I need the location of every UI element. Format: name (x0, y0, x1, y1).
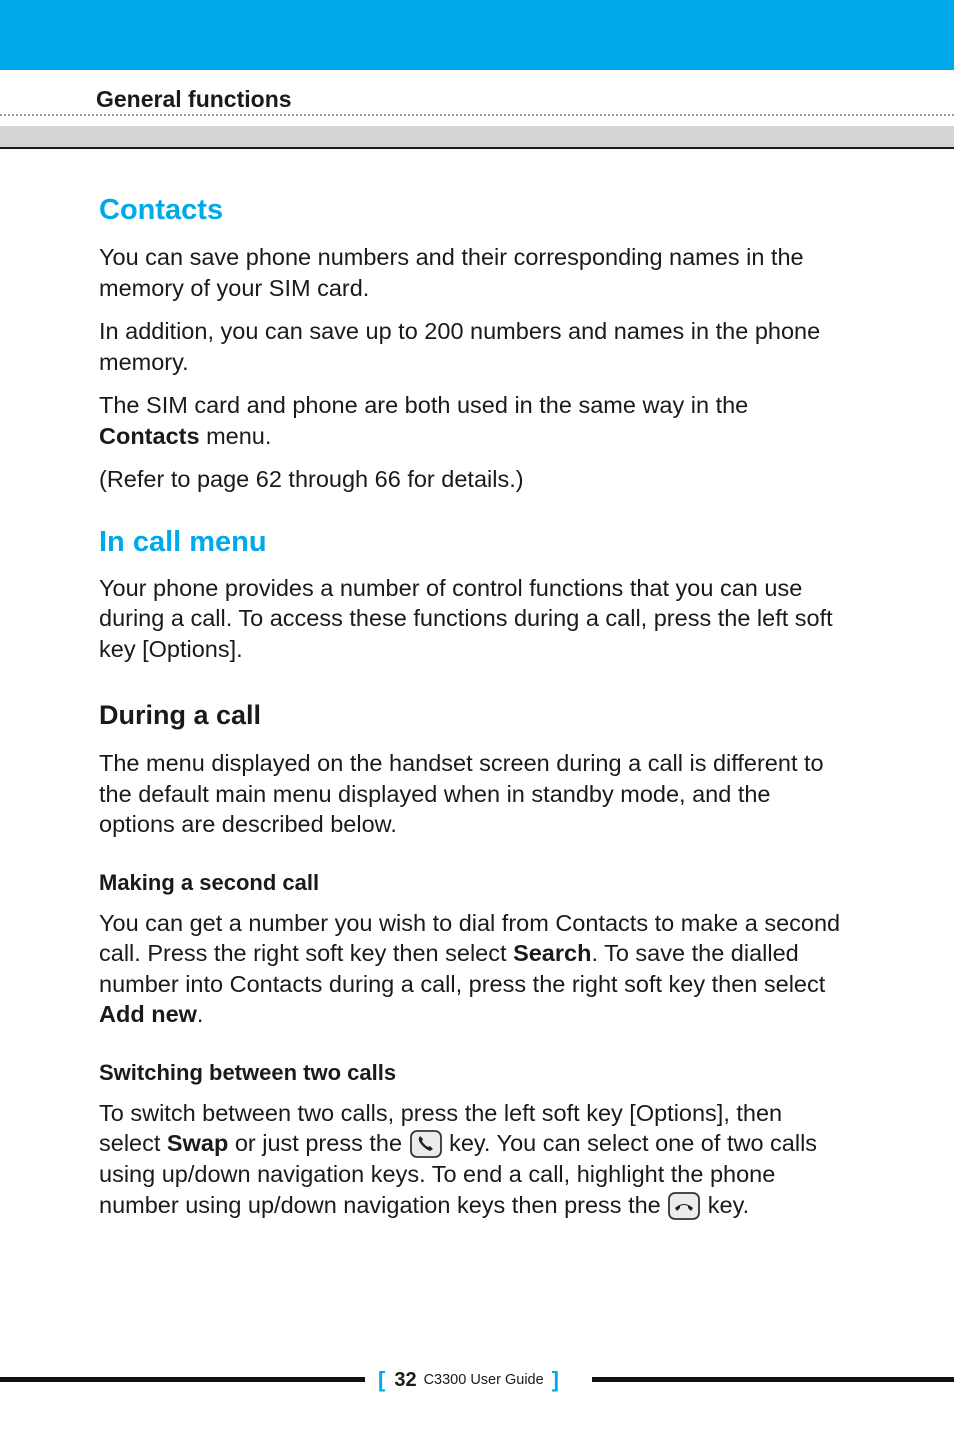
contacts-paragraph-2: In addition, you can save up to 200 numbers and names in the phone memory. (99, 318, 821, 375)
during-call-paragraph: The menu displayed on the handset screen during a call is different to the default main menu displayed when in standby mode, and the options are described below. (99, 750, 824, 837)
contacts-paragraph-4: (Refer to page 62 through 66 for details.) (99, 466, 524, 492)
swap-term: Swap (166, 1130, 229, 1156)
page-content (99, 190, 844, 1221)
in-call-menu-paragraph: Your phone provides a number of control functions that you can use during a call. To access these functions during a call, press the left soft key [Options]. (99, 574, 833, 662)
page-number: 32 (394, 1368, 417, 1391)
contacts-heading: Contacts (99, 194, 224, 226)
add-new-term: Add new (99, 1001, 197, 1027)
guide-title: C3300 User Guide (423, 1372, 544, 1388)
search-term: Search (513, 940, 592, 966)
contacts-paragraph-1: You can save phone numbers and their corresponding names in the memory of your SIM card. (99, 244, 804, 301)
footer-rule-right (592, 1377, 954, 1382)
contacts-paragraph-3: The SIM card and phone are both used in the same way in the Contacts menu. (99, 392, 749, 449)
second-call-paragraph: You can get a number you wish to dial from Contacts to make a second call. Press the right soft key then select Search. To save the dialled number into Contacts during a call, press the right soft key then select Add new. (99, 909, 841, 1027)
contacts-menu-term: Contacts (99, 422, 200, 449)
section-label: General functions (96, 86, 292, 112)
footer-rule-left (0, 1377, 365, 1382)
switching-paragraph: To switch between two calls, press the left soft key [Options], then select Swap or just press the key. You can select one of two calls using up/down navigation keys. To end a call, highlight the phone number using up/down navigation keys then press the key. (99, 1098, 844, 1221)
in-call-menu-heading: In call menu (99, 525, 267, 558)
page-footer (378, 1366, 578, 1394)
send-key-icon (409, 1129, 443, 1159)
switching-heading: Switching between two calls (99, 1059, 397, 1085)
dotted-divider (0, 114, 954, 116)
second-call-heading: Making a second call (99, 869, 320, 895)
footer-bracket-right: ] (551, 1367, 559, 1392)
end-key-icon (667, 1191, 701, 1221)
top-color-band (0, 0, 954, 70)
gray-header-band (0, 126, 954, 149)
during-call-heading: During a call (99, 700, 262, 730)
footer-bracket-left: [ (378, 1367, 386, 1392)
